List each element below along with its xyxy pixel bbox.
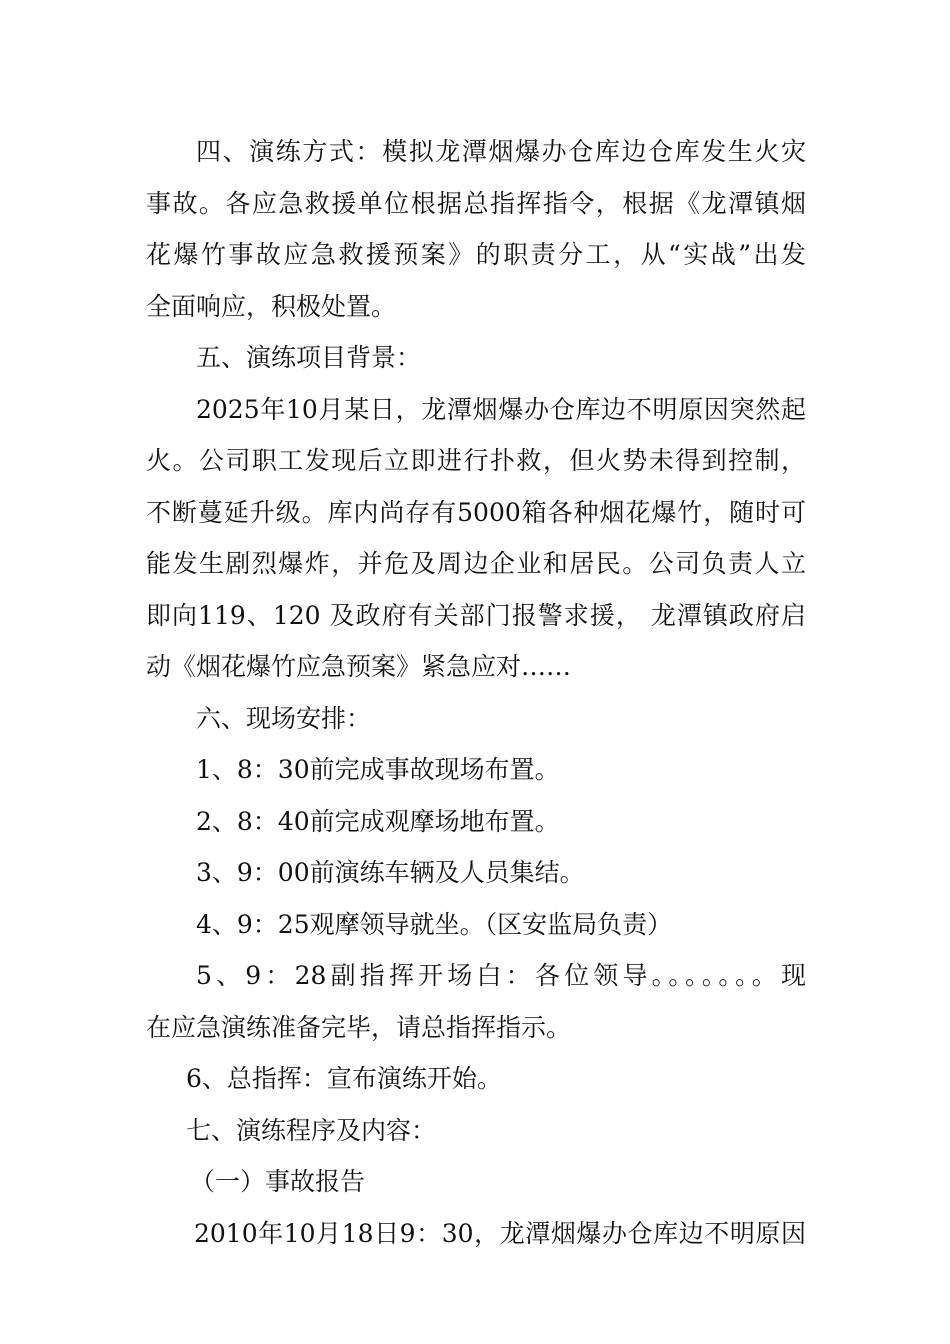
paragraph-line: 能发生剧烈爆炸，并危及周边企业和居民。公司负责人立	[146, 549, 806, 578]
paragraph-line: 花爆竹事故应急救援预案》的职责分工，从“实战”出发	[146, 240, 806, 269]
list-item: 6、总指挥：宣布演练开始。	[186, 1064, 502, 1093]
paragraph-line: 事故。各应急救援单位根据总指挥指令，根据《龙潭镇烟	[146, 188, 806, 218]
paragraph-line: 动《烟花爆竹应急预案》紧急应对……	[146, 652, 572, 681]
list-item: 5、9：28副指挥开场白：各位领导。。。。。。。现	[196, 961, 806, 990]
paragraph-line: 即向119、120 及政府有关部门报警求援， 龙潭镇政府启	[146, 600, 806, 630]
paragraph-line: 2025年10月某日，龙潭烟爆办仓库边不明原因突然起	[196, 394, 806, 424]
list-item: 4、9：25观摩领导就坐。（区安监局负责）	[196, 909, 673, 939]
list-item: 2、8：40前完成观摩场地布置。	[196, 806, 560, 836]
paragraph-line: 2010年10月18日9：30，龙潭烟爆办仓库边不明原因	[194, 1218, 806, 1248]
section-heading: 七、演练程序及内容：	[186, 1115, 437, 1145]
section-heading: 五、演练项目背景：	[196, 343, 422, 372]
subsection-heading: （一）事故报告	[190, 1167, 366, 1196]
paragraph-line: 火。公司职工发现后立即进行扑救，但火势未得到控制，	[146, 446, 806, 475]
list-item-continuation: 在应急演练准备完毕，请总指挥指示。	[146, 1012, 572, 1042]
document-body	[146, 126, 806, 1259]
paragraph-line: 四、演练方式：模拟龙潭烟爆办仓库边仓库发生火灾	[196, 137, 806, 166]
paragraph-line: 全面响应，积极处置。	[146, 291, 397, 321]
paragraph-line: 不断蔓延升级。库内尚存有5000箱各种烟花爆竹，随时可	[146, 497, 806, 527]
list-item: 1、8：30前完成事故现场布置。	[196, 755, 560, 784]
list-item: 3、9：00前演练车辆及人员集结。	[196, 858, 585, 887]
section-heading: 六、现场安排：	[196, 703, 372, 733]
